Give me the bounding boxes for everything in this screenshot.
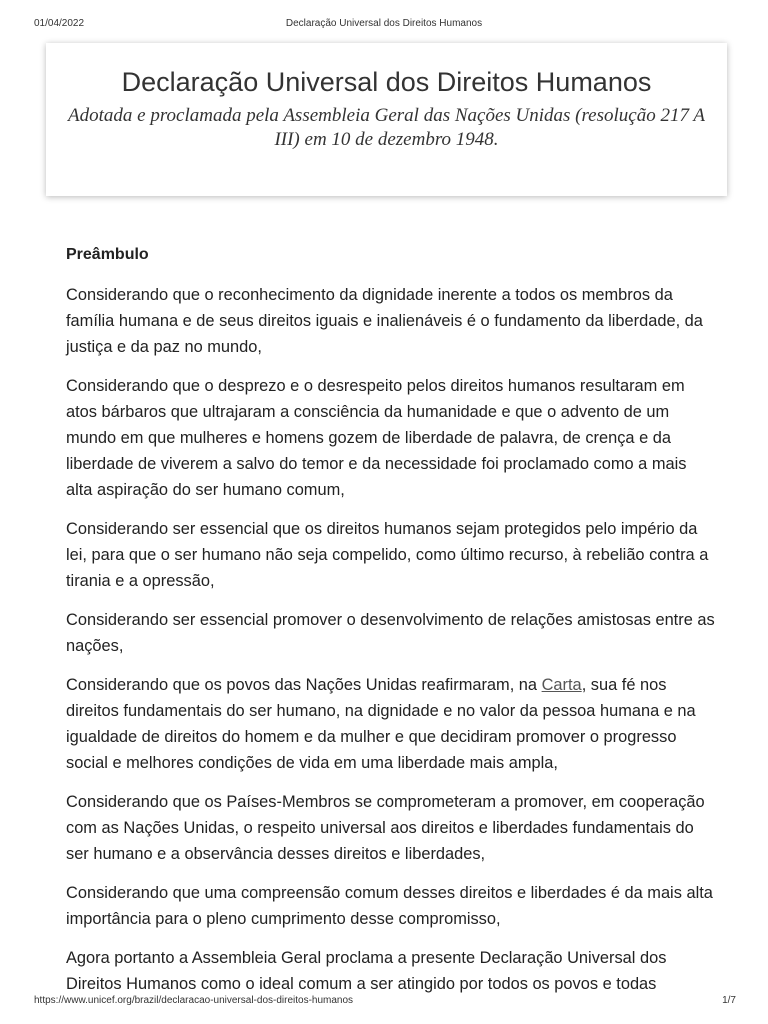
paragraph: Considerando que o reconhecimento da dignidade inerente a todos os membros da família humana e de seus direitos iguais e inalienáveis é o fundamento da liberdade, da justiça e da paz no mundo, [66,286,703,356]
print-date: 01/04/2022 [34,18,85,29]
charter-link[interactable]: Carta [541,676,582,694]
paragraph: Agora portanto a Assembleia Geral proclama a presente Declaração Universal dos Direitos Humanos como o ideal comum a ser atingido por todos os povos e todas [66,949,667,993]
paragraph: Considerando ser essencial que os direitos humanos sejam protegidos pelo império da lei, para que o ser humano não seja compelido, como último recurso, à rebelião contra a tirania e a opressão, [66,520,709,590]
page-subtitle: Adotada e proclamada pela Assembleia Geral das Nações Unidas (resolução 217 A III) em 10 de dezembro 1948. [68,105,705,150]
paragraph: Considerando ser essencial promover o desenvolvimento de relações amistosas entre as nações, [66,611,715,655]
paragraph: Considerando que uma compreensão comum desses direitos e liberdades é da mais alta importância para o pleno cumprimento desse compromisso, [66,884,713,928]
document-content [66,244,716,1010]
print-page-title: Declaração Universal dos Direitos Humanos [285,18,483,29]
paragraph-with-charter-link [66,672,716,776]
paragraph-text-before-link: Considerando que os povos das Nações Unidas reafirmaram, na [66,676,542,694]
paragraph: Considerando que o desprezo e o desrespeito pelos direitos humanos resultaram em atos bárbaros que ultrajaram a consciência da humanidade e que o advento de um mundo em que mulheres e homens gozem de liberdade de palavra, de crença e da liberdade de viverem a salvo do temor e da necessidade foi proclamado como a mais alta aspiração do ser humano comum, [66,377,687,499]
print-header [0,18,768,32]
section-heading-preambulo: Preâmbulo [66,246,149,263]
footer-url: https://www.unicef.org/brazil/declaracao-universal-dos-direitos-humanos [34,995,354,1006]
print-footer [0,995,768,1009]
paragraph-text-after-link: , sua fé nos direitos fundamentais do ser humano, na dignidade e no valor da pessoa humana e na igualdade de direitos do homem e da mulher e que decidiram promover o progresso social e melhores condições de vida em uma liberdade mais ampla, [66,676,696,772]
page-number: 1/7 [722,995,736,1006]
paragraph: Considerando que os Países-Membros se comprometeram a promover, em cooperação com as Nações Unidas, o respeito universal aos direitos e liberdades fundamentais do ser humano e a observância desses direitos e liberdades, [66,793,705,863]
page-title: Declaração Universal dos Direitos Humanos [121,67,652,97]
title-card [46,43,727,196]
